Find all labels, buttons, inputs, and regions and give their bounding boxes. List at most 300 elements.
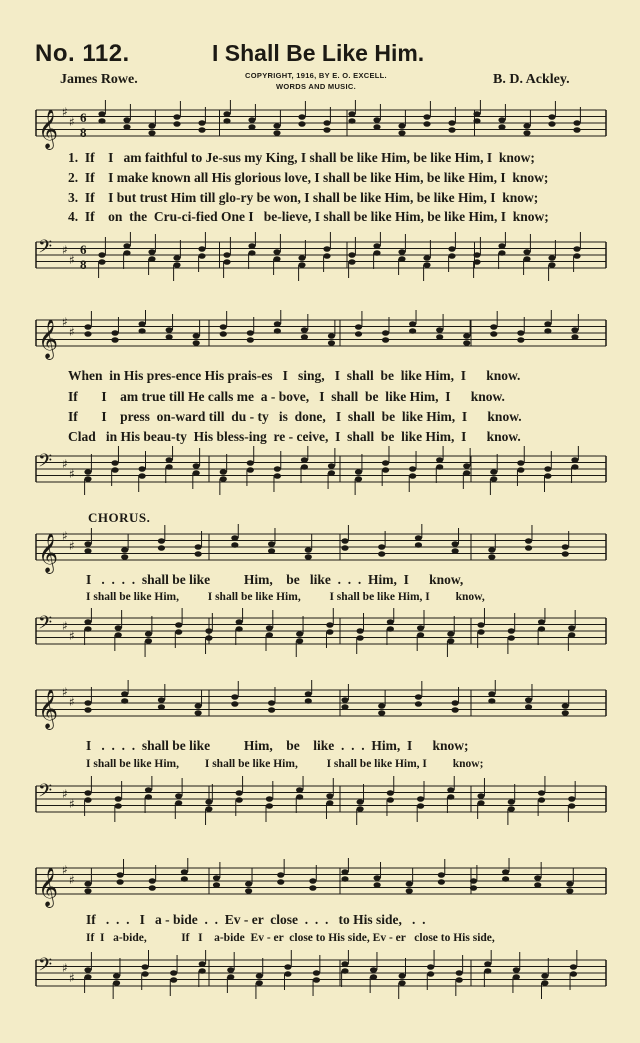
treble-staff-1 — [0, 100, 640, 150]
note-head — [111, 467, 118, 473]
note-head — [123, 124, 130, 130]
note-head — [423, 121, 430, 127]
note-head — [571, 457, 578, 463]
note-head — [149, 885, 156, 891]
verse-2-line-1: 2. If I make known all His glorious love, I shall be like Him, be like Him, I know; — [68, 170, 549, 185]
note-head — [220, 324, 227, 330]
note-head — [423, 114, 430, 120]
note-head — [323, 253, 330, 259]
treble-clef-icon: 𝄞 — [38, 319, 59, 359]
note-head — [570, 964, 577, 970]
note-head — [245, 888, 252, 894]
note-head — [148, 130, 155, 136]
note-head — [370, 967, 377, 973]
note-head — [139, 473, 146, 479]
note-head — [305, 691, 312, 697]
verse-3-line-1: 3. If I but trust Him till glo-ry be won, I shall be like Him, be like Him, I know; — [68, 190, 539, 205]
note-head — [517, 330, 524, 336]
note-head — [398, 256, 405, 262]
note-head — [427, 971, 434, 977]
note-head — [517, 337, 524, 343]
note-head — [341, 968, 348, 974]
note-head — [538, 626, 545, 632]
note-head — [273, 123, 280, 129]
copyright-subline: WORDS AND MUSIC. — [276, 82, 356, 91]
hymn-number: No. 112. — [35, 40, 130, 67]
note-head — [236, 626, 243, 632]
note-head — [173, 121, 180, 127]
note-head — [370, 974, 377, 980]
note-head — [301, 457, 308, 463]
note-head — [98, 111, 105, 117]
note-head — [398, 249, 405, 255]
note-head — [266, 625, 273, 631]
note-head — [387, 626, 394, 632]
sharp-icon: ♯ — [69, 467, 75, 481]
note-head — [378, 544, 385, 550]
note-head — [341, 961, 348, 967]
note-head — [448, 127, 455, 133]
note-head — [148, 249, 155, 255]
note-head — [477, 793, 484, 799]
note-head — [113, 973, 120, 979]
note-head — [355, 469, 362, 475]
note-head — [117, 879, 124, 885]
note-head — [328, 470, 335, 476]
sharp-icon: ♯ — [62, 619, 68, 633]
note-head — [195, 544, 202, 550]
note-head — [298, 121, 305, 127]
note-head — [473, 259, 480, 265]
note-head — [301, 334, 308, 340]
note-head — [247, 330, 254, 336]
note-head — [373, 117, 380, 123]
note-head — [415, 542, 422, 548]
note-head — [247, 460, 254, 466]
note-head — [525, 545, 532, 551]
note-head — [84, 626, 91, 632]
chorus-label: CHORUS. — [88, 510, 151, 525]
note-head — [273, 130, 280, 136]
note-head — [525, 538, 532, 544]
note-head — [357, 628, 364, 634]
note-head — [373, 124, 380, 130]
note-head — [544, 328, 551, 334]
note-head — [236, 790, 243, 796]
note-head — [484, 961, 491, 967]
note-head — [447, 787, 454, 793]
note-head — [111, 460, 118, 466]
chorus-line-1: I . . . . shall be like Him, be like . . . Him, I know, — [86, 572, 464, 587]
note-head — [452, 548, 459, 554]
note-head — [573, 120, 580, 126]
note-head — [195, 551, 202, 557]
note-head — [115, 625, 122, 631]
note-head — [470, 878, 477, 884]
note-head — [84, 469, 91, 475]
note-head — [436, 457, 443, 463]
note-head — [484, 968, 491, 974]
note-head — [298, 262, 305, 268]
bass-clef-icon: 𝄢 — [38, 237, 53, 262]
note-head — [298, 114, 305, 120]
note-head — [309, 885, 316, 891]
bass-clef-icon: 𝄢 — [38, 613, 53, 638]
note-head — [341, 876, 348, 882]
note-head — [84, 476, 91, 482]
treble-clef-icon: 𝄞 — [38, 689, 59, 729]
note-head — [488, 698, 495, 704]
note-head — [438, 879, 445, 885]
note-head — [213, 875, 220, 881]
note-head — [387, 790, 394, 796]
verse-4-line-1: 4. If on the Cru-ci-fied One I be-lieve, I shall be like Him, be like Him, I know; — [68, 209, 549, 224]
sharp-icon: ♯ — [69, 115, 75, 129]
note-head — [523, 123, 530, 129]
note-head — [231, 701, 238, 707]
note-head — [463, 333, 470, 339]
note-head — [417, 625, 424, 631]
note-head — [158, 545, 165, 551]
note-head — [175, 793, 182, 799]
note-head — [541, 973, 548, 979]
note-head — [523, 256, 530, 262]
bass-staff-3 — [0, 608, 640, 668]
note-head — [341, 545, 348, 551]
sharp-icon: ♯ — [62, 315, 68, 329]
bass-staff-4 — [0, 776, 640, 846]
note-head — [415, 701, 422, 707]
verse-4-line-2: Clad in His beau-ty His bless-ing re - ceive, I shall be like Him, I know. — [68, 429, 521, 444]
bass-staff-2 — [0, 446, 640, 501]
note-head — [121, 698, 128, 704]
note-head — [534, 875, 541, 881]
note-head — [84, 974, 91, 980]
note-head — [409, 466, 416, 472]
note-head — [139, 466, 146, 472]
note-head — [399, 980, 406, 986]
note-head — [158, 538, 165, 544]
note-head — [571, 464, 578, 470]
note-head — [541, 980, 548, 986]
note-head — [195, 703, 202, 709]
note-head — [256, 980, 263, 986]
note-head — [274, 321, 281, 327]
treble-staff-3 — [0, 524, 640, 574]
note-head — [341, 697, 348, 703]
note-head — [305, 554, 312, 560]
note-head — [158, 704, 165, 710]
note-head — [498, 243, 505, 249]
note-head — [236, 797, 243, 803]
note-head — [427, 964, 434, 970]
note-head — [355, 331, 362, 337]
note-head — [571, 327, 578, 333]
note-head — [568, 625, 575, 631]
note-head — [266, 796, 273, 802]
note-head — [213, 882, 220, 888]
note-head — [313, 970, 320, 976]
note-head — [248, 243, 255, 249]
time-signature-top: 6 — [80, 110, 87, 125]
note-head — [223, 259, 230, 265]
note-head — [198, 246, 205, 252]
sharp-icon: ♯ — [69, 797, 75, 811]
sharp-icon: ♯ — [62, 787, 68, 801]
note-head — [84, 790, 91, 796]
note-head — [158, 697, 165, 703]
note-head — [523, 249, 530, 255]
note-head — [175, 622, 182, 628]
note-head — [452, 541, 459, 547]
note-head — [452, 700, 459, 706]
treble-clef-icon: 𝄞 — [38, 867, 59, 907]
note-head — [387, 619, 394, 625]
note-head — [436, 327, 443, 333]
note-head — [98, 118, 105, 124]
note-head — [323, 127, 330, 133]
note-head — [123, 250, 130, 256]
note-head — [205, 799, 212, 805]
treble-clef-icon: 𝄞 — [38, 109, 59, 149]
note-head — [301, 327, 308, 333]
note-head — [548, 262, 555, 268]
note-head — [123, 117, 130, 123]
note-head — [256, 973, 263, 979]
note-head — [378, 551, 385, 557]
note-head — [382, 337, 389, 343]
note-head — [406, 881, 413, 887]
note-head — [227, 967, 234, 973]
sharp-icon: ♯ — [62, 529, 68, 543]
sharp-icon: ♯ — [69, 325, 75, 339]
note-head — [198, 120, 205, 126]
copyright-notice — [236, 70, 396, 92]
note-head — [488, 547, 495, 553]
note-head — [562, 703, 569, 709]
sharp-icon: ♯ — [62, 685, 68, 699]
composer: B. D. Ackley. — [493, 72, 570, 87]
copyright-line: COPYRIGHT, 1916, BY E. O. EXCELL. — [245, 71, 387, 80]
verse-1-line-2: When in His pres-ence His prais-es I sing, I shall be like Him, I know. — [68, 368, 521, 383]
note-head — [566, 888, 573, 894]
note-head — [323, 120, 330, 126]
bass-clef-icon: 𝄢 — [38, 781, 53, 806]
note-head — [181, 876, 188, 882]
note-head — [448, 253, 455, 259]
note-head — [199, 961, 206, 967]
note-head — [148, 123, 155, 129]
sharp-icon: ♯ — [62, 863, 68, 877]
note-head — [568, 803, 575, 809]
note-head — [423, 255, 430, 261]
note-head — [198, 127, 205, 133]
note-head — [357, 806, 364, 812]
note-head — [296, 631, 303, 637]
note-head — [502, 876, 509, 882]
note-head — [355, 324, 362, 330]
sharp-icon: ♯ — [62, 457, 68, 471]
note-head — [139, 328, 146, 334]
note-head — [121, 547, 128, 553]
sharp-icon: ♯ — [69, 873, 75, 887]
note-head — [84, 888, 91, 894]
note-head — [498, 124, 505, 130]
note-head — [84, 707, 91, 713]
note-head — [98, 252, 105, 258]
note-head — [248, 117, 255, 123]
note-head — [298, 255, 305, 261]
note-head — [170, 977, 177, 983]
sharp-icon: ♯ — [69, 695, 75, 709]
note-head — [399, 973, 406, 979]
note-head — [175, 800, 182, 806]
note-head — [538, 790, 545, 796]
note-head — [508, 635, 515, 641]
note-head — [268, 700, 275, 706]
note-head — [417, 632, 424, 638]
note-head — [115, 796, 122, 802]
note-head — [374, 882, 381, 888]
note-head — [247, 337, 254, 343]
note-head — [523, 130, 530, 136]
note-head — [84, 548, 91, 554]
note-head — [409, 473, 416, 479]
note-head — [173, 114, 180, 120]
note-head — [277, 872, 284, 878]
sharp-icon: ♯ — [62, 243, 68, 257]
verse-2-line-2: If I am true till He calls me a - bove, I shall be like Him, I know. — [68, 389, 505, 404]
note-head — [573, 127, 580, 133]
note-head — [274, 466, 281, 472]
note-head — [488, 691, 495, 697]
note-head — [145, 787, 152, 793]
note-head — [548, 255, 555, 261]
note-head — [84, 967, 91, 973]
note-head — [84, 797, 91, 803]
note-head — [538, 619, 545, 625]
note-head — [438, 872, 445, 878]
note-head — [341, 704, 348, 710]
sharp-icon: ♯ — [62, 961, 68, 975]
bass-clef-icon: 𝄢 — [38, 451, 53, 476]
sharp-icon: ♯ — [69, 629, 75, 643]
verse-1-line-1: 1. If I am faithful to Je-sus my King, I shall be like Him, be like Him, I know; — [68, 150, 535, 165]
note-head — [415, 694, 422, 700]
note-head — [517, 460, 524, 466]
note-head — [373, 250, 380, 256]
note-head — [513, 974, 520, 980]
note-head — [508, 806, 515, 812]
note-head — [534, 882, 541, 888]
note-head — [490, 476, 497, 482]
note-head — [274, 328, 281, 334]
note-head — [348, 252, 355, 258]
note-head — [220, 476, 227, 482]
note-head — [166, 334, 173, 340]
chorus-echo-line-2: I shall be like Him, I shall be like Him, I shall be like Him, I know; — [86, 758, 484, 770]
lyricist: James Rowe. — [60, 72, 138, 87]
note-head — [248, 124, 255, 130]
note-head — [268, 707, 275, 713]
note-head — [166, 457, 173, 463]
note-head — [115, 632, 122, 638]
note-head — [326, 793, 333, 799]
note-head — [173, 255, 180, 261]
note-head — [193, 333, 200, 339]
note-head — [296, 787, 303, 793]
sharp-icon: ♯ — [69, 253, 75, 267]
chorus-line-3: If . . . I a - bide . . Ev - er close . . . to His side, . . — [86, 912, 426, 927]
note-head — [223, 252, 230, 258]
note-head — [490, 324, 497, 330]
note-head — [227, 974, 234, 980]
note-head — [355, 476, 362, 482]
note-head — [374, 875, 381, 881]
note-head — [170, 970, 177, 976]
note-head — [121, 554, 128, 560]
note-head — [149, 878, 156, 884]
note-head — [415, 535, 422, 541]
verse-3-line-2: If I press on-ward till du - ty is done, I shall be like Him, I know. — [68, 409, 522, 424]
chorus-echo-line-1: I shall be like Him, I shall be like Him, I shall be like Him, I know, — [86, 591, 485, 603]
note-head — [193, 470, 200, 476]
note-head — [145, 638, 152, 644]
note-head — [544, 466, 551, 472]
note-head — [378, 703, 385, 709]
note-head — [220, 331, 227, 337]
note-head — [348, 259, 355, 265]
note-head — [328, 463, 335, 469]
note-head — [274, 473, 281, 479]
note-head — [517, 467, 524, 473]
note-head — [570, 971, 577, 977]
note-head — [148, 256, 155, 262]
note-head — [266, 632, 273, 638]
note-head — [423, 262, 430, 268]
note-head — [205, 628, 212, 634]
note-head — [175, 629, 182, 635]
note-head — [436, 464, 443, 470]
note-head — [328, 340, 335, 346]
note-head — [470, 885, 477, 891]
note-head — [115, 803, 122, 809]
sharp-icon: ♯ — [69, 539, 75, 553]
note-head — [245, 881, 252, 887]
note-head — [248, 250, 255, 256]
note-head — [326, 622, 333, 628]
note-head — [117, 872, 124, 878]
note-head — [378, 710, 385, 716]
note-head — [566, 881, 573, 887]
note-head — [348, 118, 355, 124]
note-head — [236, 619, 243, 625]
note-head — [145, 794, 152, 800]
note-head — [301, 464, 308, 470]
note-head — [220, 469, 227, 475]
note-head — [568, 796, 575, 802]
note-head — [417, 803, 424, 809]
note-head — [409, 321, 416, 327]
note-head — [490, 331, 497, 337]
note-head — [513, 967, 520, 973]
chorus-echo-line-3: If I a-bide, If I a-bide Ev - er close to His side, Ev - er close to His side, — [86, 932, 495, 944]
note-head — [284, 964, 291, 970]
note-head — [382, 460, 389, 466]
note-head — [247, 467, 254, 473]
note-head — [223, 118, 230, 124]
note-head — [284, 971, 291, 977]
